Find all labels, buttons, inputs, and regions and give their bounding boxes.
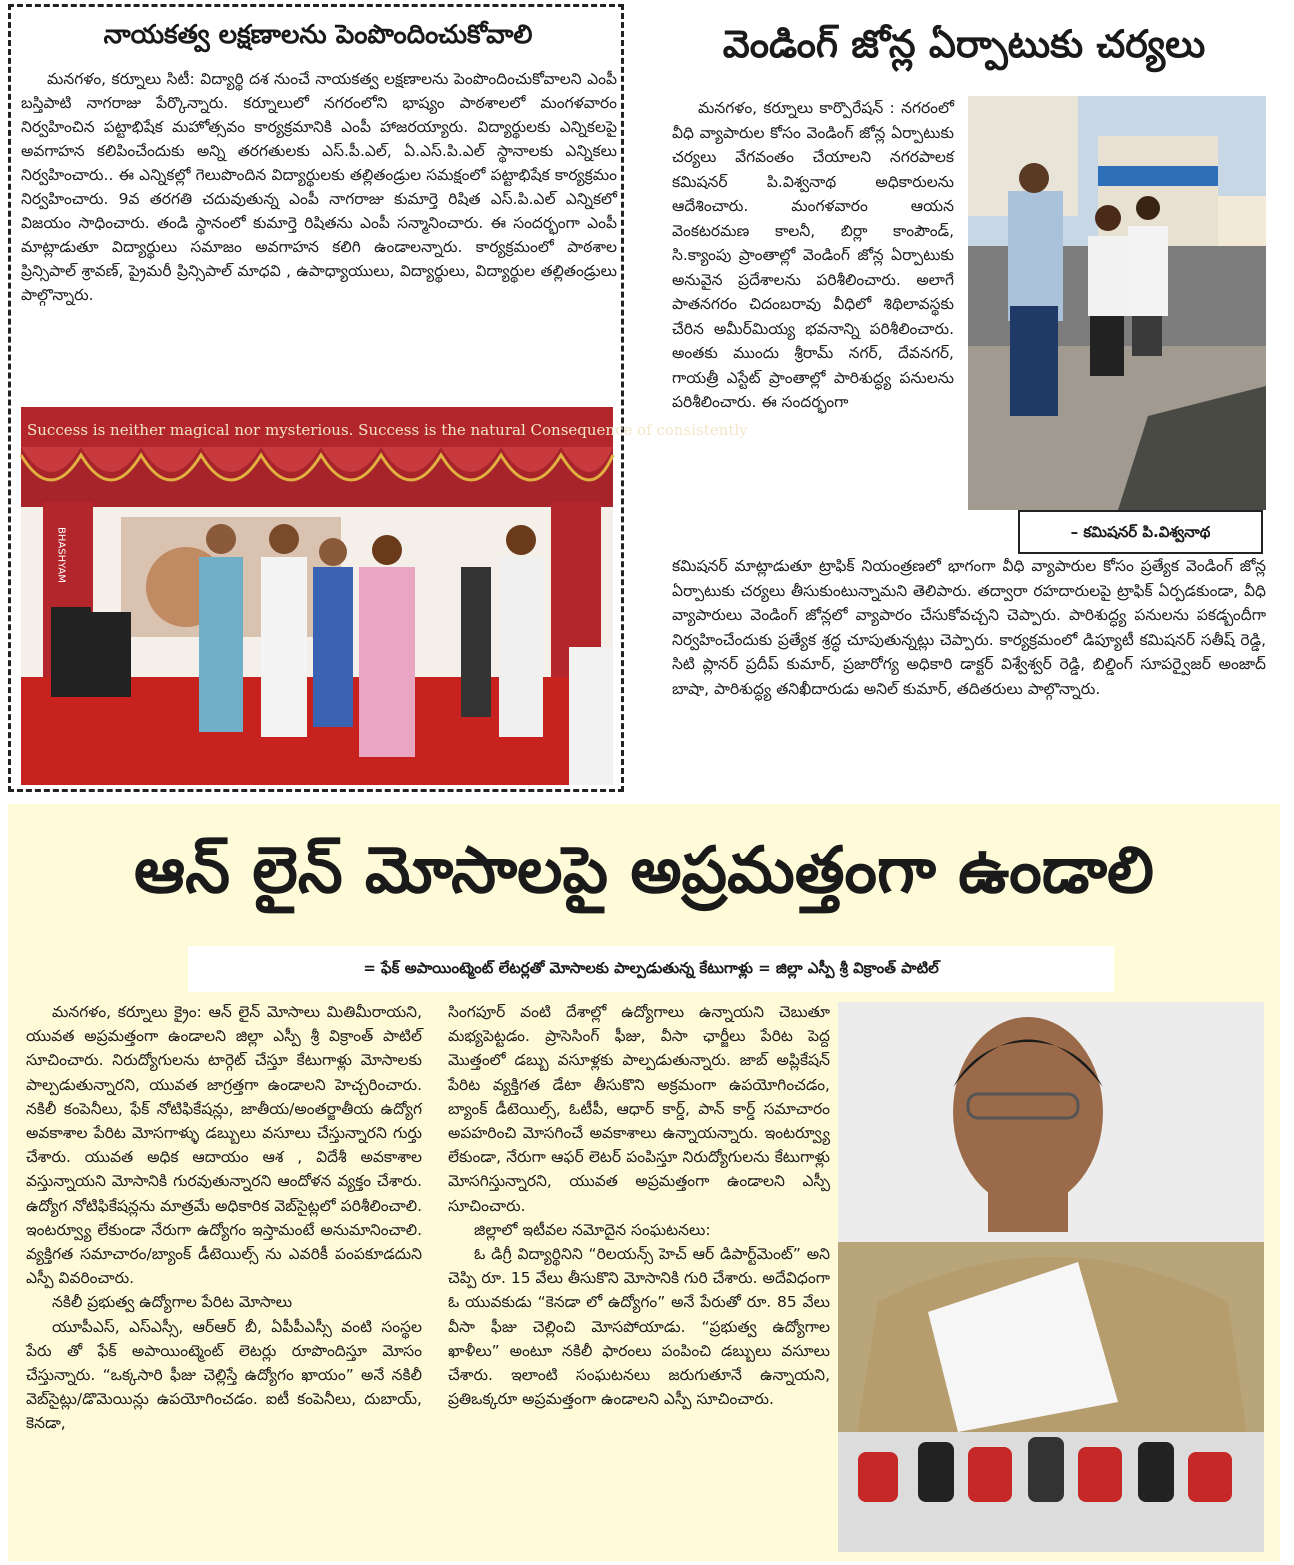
article-body xyxy=(21,67,617,307)
article-paragraph: మనగళం, కర్నూలు కార్పొరేషన్ : నగరంలో వీధి వ్యాపారుల కోసం వెండింగ్ జోన్ల ఏర్పాటుకు చర్యలు వేగవంతం చేయాలని నగరపాలక కమిషనర్ పి.విశ్వనాథ అధికారులను ఆదేశించారు. మంగళవారం ఆయన వెంకటరమణ కాలనీ, బిర్లా కాంపౌండ్, సి.క్యాంపు ప్రాంతాల్లో వెండింగ్ జోన్ల ఏర్పాటుకు అనువైన ప్రదేశాలను పరిశీలించారు. అలాగే పాతనగరం చిదంబరావు వీధిలో శిథిలావస్థకు చేరిన అమీర్‌మియ్య భవనాన్ని పరిశీలించారు. అంతకు ముందు శ్రీరామ్ నగర్, దేవనగర్, గాయత్రీ ఎస్టేట్ ప్రాంతాల్లో పారిశుద్ధ్య పనులను పరిశీలించారు. ఈ సందర్భంగా xyxy=(672,99,954,411)
article-headline: ఆన్ లైన్ మోసాలపై అప్రమత్తంగా ఉండాలి xyxy=(134,834,1154,908)
article-body-lower xyxy=(672,554,1266,701)
school-event-photo xyxy=(21,407,748,785)
article-paragraph: మనగళం, కర్నూలు క్రైం: ఆన్ లైన్ మోసాలు మితిమీరాయని, యువత అప్రమత్తంగా ఉండాలని జిల్లా ఎస్పీ శ్రీ విక్రాంత్ పాటిల్ సూచించారు. నిరుద్యోగులను టార్గెట్ చేస్తూ కేటుగాళ్లు మోసాలకు పాల్పడుతున్నారని, యువత జాగ్రత్తగా ఉండాలని హెచ్చరించారు. నకిలీ కంపెనీలు, ఫేక్ నోటిఫికేషన్లు, జాతీయ/అంతర్జాతీయ ఉద్యోగ అవకాశాల పేరిట మోసగాళ్ళు డబ్బులు వసూలు చేస్తున్నారని గుర్తు చేశారు. యువత అధిక ఆదాయం ఆశ , విదేశీ అవకాశాల వస్తున్నాయని మోసానికి గురవుతున్నారని ఆందోళన వ్యక్తం చేశారు. ఉద్యోగ నోటిఫికేషన్లను మాత్రమే అధికారిక వెబ్‌సైట్లలో పరిశీలించాలి. ఇంటర్వ్యూ లేకుండా నేరుగా ఉద్యోగం ఇస్తామంటే అనుమానించాలి. వ్యక్తిగత సమాచారం/బ్యాంక్ డీటెయిల్స్ ను ఎవరికీ పంపకూడదుని ఎస్పీ వివరించారు. xyxy=(26,1003,422,1288)
sp-press-meet-photo xyxy=(838,1002,1264,1552)
article-online-fraud xyxy=(8,804,1280,1561)
article-paragraph: కమిషనర్ మాట్లాడుతూ ట్రాఫిక్ నియంత్రణలో భాగంగా వీధి వ్యాపారుల కోసం ప్రత్యేక వెండింగ్ జోన్ల ఏర్పాటుకు చర్యలు తీసుకుంటున్నామని తెలిపారు. తద్వారా రహదారులపై ట్రాఫిక్ ఏర్పడకుండా, వీధి వ్యాపారులు వెండింగ్ జోన్లలో వ్యాపారం చేసుకోవచ్చని చెప్పారు. పారిశుద్ధ్య పనులను పకడ్బందీగా నిర్వహించేందుకు ప్రత్యేక శ్రద్ధ చూపుతున్నట్లు చెప్పారు. కార్యక్రమంలో డిప్యూటీ కమిషనర్ సతీష్ రెడ్డి, సిటి ప్లానర్ ప్రదీప్ కుమార్, ప్రజారోగ్య అధికారి డాక్టర్ విశ్వేశ్వర్ రెడ్డి, బిల్డింగ్ సూపర్వైజర్ అంజాద్ బాషా, పారిశుద్ధ్య తనిఖీదారుడు అనిల్ కుమార్, తదితరులు పాల్గొన్నారు. xyxy=(672,557,1266,698)
article-subheading: జిల్లాలో ఇటీవల నమోదైన సంఘటనలు: xyxy=(474,1220,711,1239)
article-column-1 xyxy=(26,1000,422,1436)
article-paragraph: మనగళం, కర్నూలు సిటీ: విద్యార్థి దశ నుంచే నాయకత్వ లక్షణాలను పెంపొందించుకోవాలని ఎంపీ బస్తిపాటి నాగరాజు పేర్కొన్నారు. కర్నూలులో నగరంలోని భాష్యం పాఠశాలలో మంగళవారం నిర్వహించిన పట్టాభిషేక మహోత్సవం కార్యక్రమానికి ఎంపీ హాజరయ్యారు. విద్యార్థులకు ఎన్నికలపై అవగాహన కలిపించేందుకు అన్ని తరగతులకు ఎస్.పీ.ఎల్, ఏ.ఎస్.పి.ఎల్ స్థానాలకు ఎన్నికలు నిర్వహించారు.. ఈ ఎన్నికల్లో గెలుపొందిన విద్యార్థులకు తల్లితండ్రుల సమక్షంలో పట్టాభిషేక కార్యక్రమం నిర్వహించారు. 9వ తరగతి చదువుతున్న ఎంపీ నాగరాజు కుమార్తె రిషిత ఎస్.పి.ఎల్ ఎన్నికలో విజయం సాధించారు. తండి స్థానంలో కుమార్తె రిషితను ఎంపీ సన్మానించారు. ఈ సందర్భంగా ఎంపీ మాట్లాడుతూ విద్యార్థులు సమాజం అవగాహన కలిగి ఉండాలన్నారు. కార్యక్రమంలో పాఠశాల ప్రిన్సిపాల్ శ్రావణ్, ప్రైమరీ ప్రిన్సిపాల్ మాధవి , ఉపాధ్యాయులు, విద్యార్థులు, విద్యార్థుల తల్లితండ్రులు పాల్గొన్నారు. xyxy=(21,70,617,304)
article-column-2 xyxy=(448,1000,830,1411)
article-paragraph: సింగపూర్ వంటి దేశాల్లో ఉద్యోగాలు ఉన్నాయని చెబుతూ మభ్యపెట్టడం. ప్రాసెసింగ్ ఫీజు, వీసా ఛార్జీలు పేరిట పెద్ద మొత్తంలో డబ్బు వసూళ్లకు పాల్పడుతున్నారు. జాబ్ అప్లికేషన్ పేరిట వ్యక్తిగత డేటా తీసుకొని అక్రమంగా ఉపయోగించడం, బ్యాంక్ డీటెయిల్స్, ఓటీపీ, ఆధార్ కార్డ్, పాన్ కార్డ్ సమాచారం అపహరించి మోసగించే అవకాశాలు ఉన్నాయన్నారు. ఇంటర్వ్యూ లేకుండా, నేరుగా ఆఫర్ లెటర్ పంపిస్తూ నిరుద్యోగులను కేటుగాళ్లు మోసగిస్తున్నారని, యువత అప్రమత్తంగా ఉండాలని ఎస్పీ సూచించారు. xyxy=(448,1003,830,1215)
photo-side-text: BHASHYAM xyxy=(55,527,67,583)
article-paragraph: యూపీఎస్, ఎస్ఎస్సీ, ఆర్ఆర్ బీ, ఏపీపీఎస్సీ వంటి సంస్థల పేరు తో ఫేక్ అపాయింట్మెంట్ లెటర్లు రూపొందిస్తూ మోసం చేస్తున్నారు. “ఒక్కసారి ఫీజు చెల్లిస్తే ఉద్యోగం ఖాయం” అనే నకిలీ వెబ్‌సైట్లు/డొమెయిన్లు ఉపయోగించడం. ఐటీ కంపెనీలు, దుబాయ్, కెనడా, xyxy=(26,1317,422,1433)
photo-caption: – కమిషనర్ పి.విశ్వనాథ xyxy=(1018,510,1263,554)
commissioner-inspection-photo xyxy=(968,96,1266,510)
article-headline: వెండింగ్ జోన్ల ఏర్పాటుకు చర్యలు xyxy=(722,22,1206,66)
article-subheadline: = ఫేక్ అపాయింట్మెంట్ లేటర్లతో మోసాలకు పాల్పడుతున్న కేటుగాళ్లు = జిల్లా ఎస్పీ శ్రీ విక్రాంత్ పాటిల్ xyxy=(188,946,1114,992)
article-paragraph: ఓ డిగ్రీ విద్యార్థినిని “రిలయన్స్ హెచ్ ఆర్ డిపార్ట్‌మెంట్” అని చెప్పి రూ. 15 వేలు తీసుకొని మోసానికి గురి చేశారు. అదేవిధంగా ఓ యువకుడు “కెనడా లో ఉద్యోగం” అనే పేరుతో రూ. 85 వేలు వీసా ఫీజు చెల్లించి మోసపోయాడు. “ప్రభుత్వ ఉద్యోగాల ఖాళీలు” అంటూ నకిలీ ఫారంలు పంపించి డబ్బులు వసూలు చేశారు. ఇలాంటి సంఘటనలు జరుగుతూనే ఉన్నాయని, ప్రతిఒక్కరూ అప్రమత్తంగా ఉండాలని ఎస్పీ సూచించారు. xyxy=(448,1245,830,1409)
photo-banner-text: Success is neither magical nor mysterious. Success is the natural Consequence of consistently xyxy=(27,421,748,439)
article-body-upper xyxy=(672,96,954,415)
article-headline: నాయకత్వ లక్షణాలను పెంపొందించుకోవాలి xyxy=(103,20,533,50)
article-subheading: నకిలీ ప్రభుత్వ ఉద్యోగాల పేరిట మోసాలు xyxy=(52,1293,293,1312)
article-leadership-box xyxy=(8,4,748,792)
